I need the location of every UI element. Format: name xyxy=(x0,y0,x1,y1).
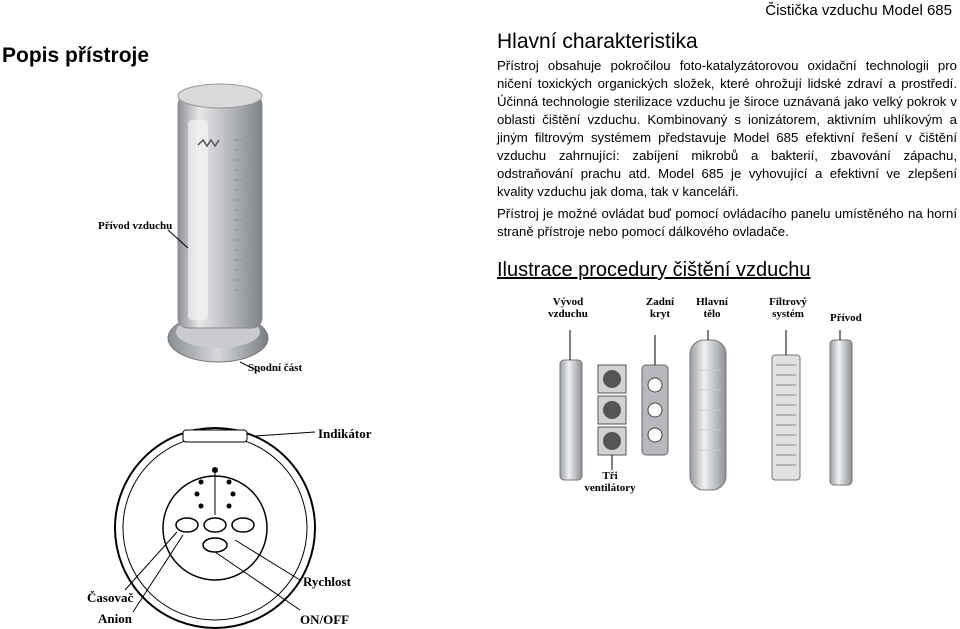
label-three-fans: Tři ventilátory xyxy=(584,470,636,494)
label-inlet: Přívod xyxy=(830,312,862,324)
onoff-button xyxy=(203,538,227,552)
label-air-inlet: Přívod vzduchu xyxy=(98,220,173,232)
label-filter-system: Filtrový systém xyxy=(769,296,807,320)
timer-button xyxy=(232,518,254,532)
section-title: Popis přístroje xyxy=(2,44,150,67)
label-outlet: Vývod vzduchu xyxy=(548,296,588,320)
label-onoff: ON/OFF xyxy=(300,612,350,627)
label-rear-cover: Zadní kryt xyxy=(645,296,675,320)
label-timer: Časovač xyxy=(87,590,134,605)
label-bottom: Spodní část xyxy=(248,362,303,374)
label-main-body: Hlavní tělo xyxy=(696,296,728,320)
label-anion: Anion xyxy=(98,611,132,626)
speed-button xyxy=(204,518,226,532)
main-body-part xyxy=(690,340,726,490)
description-paragraph: Přístroj obsahuje pokročilou foto-katalyzátorovou oxidační technologii pro ničení toxických organických složek, které ohrožují lidské zdraví a prostředí. Účinná technologie sterilizace vzduchu je široce uznávaná jako velký pokrok v oblasti čištění vzduchu. Kombinovaný s ionizátorem, aktivním uhlíkovým a jiným filtrovým systémem představuje Model 685 efektivní řešení v čištění vzduchu zahrnující: zabíjení mikrobů a bakterií, zbavování zápachu, odstraňování prachu atd. Model 685 je vyhovující a efektivní ve zlepšení kvality vzduchu jak doma, tak v kanceláři. xyxy=(497,58,957,199)
label-speed: Rychlost xyxy=(303,574,351,589)
label-indicator: Indikátor xyxy=(318,426,372,441)
filter-system-part xyxy=(772,355,800,480)
exploded-view-illustration xyxy=(540,330,870,500)
fan-icons xyxy=(598,365,626,455)
main-heading: Hlavní charakteristika xyxy=(497,30,698,53)
outlet-part xyxy=(560,360,582,480)
anion-button xyxy=(176,518,198,532)
control-panel-drawing xyxy=(105,420,345,625)
product-title: Čistička vzduchu Model 685 xyxy=(765,2,952,19)
illustration-heading: Ilustrace procedury čištění vzduchu xyxy=(497,259,811,281)
control-paragraph: Přístroj je možné ovládat buď pomocí ovládacího panelu umístěného na horní straně přístroje nebo pomocí dálkového ovladače. xyxy=(497,206,957,239)
inlet-part xyxy=(830,340,852,485)
